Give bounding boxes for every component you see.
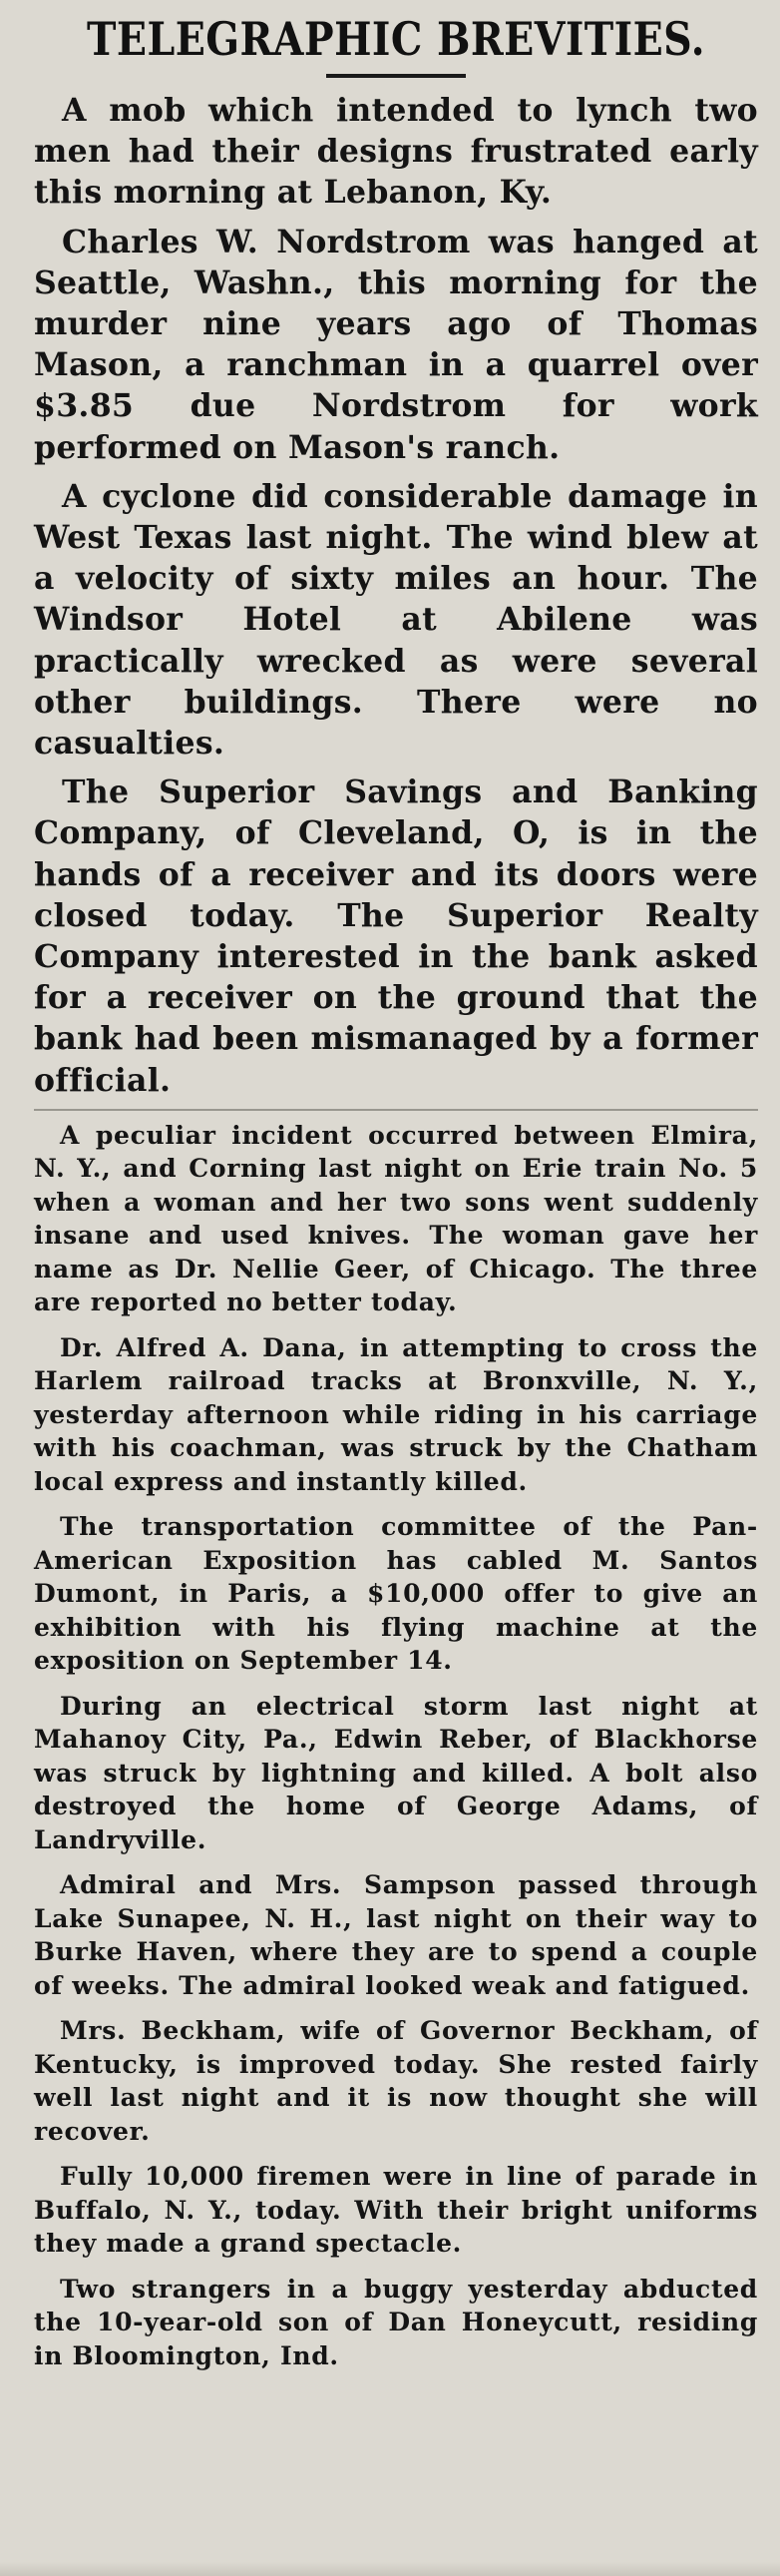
news-item-buggy-abduction: Two strangers in a buggy yesterday abducted the 10-year-old son of Dan Honeycutt, residing in Bloomington, Ind. — [34, 2274, 758, 2370]
news-item-superior-savings: The Superior Savings and Banking Company, of Cleveland, O, is in the hands of a receiver and its doors were closed today. The Superior Realty Company interested in the bank asked for a receiver on the ground that the bank had been mismanaged by a former official. — [34, 773, 758, 1099]
news-item-erie-train: A peculiar incident occurred between Elmira, N. Y., and Corning last night on Erie train No. 5 when a woman and her two sons went suddenly insane and used knives. The woman gave her name as Dr. Nellie Geer, of Chicago. The three are reported no better today. — [34, 1120, 758, 1317]
headline-rule — [326, 74, 466, 78]
news-item-lynch-mob: A mob which intended to lynch two men had their designs frustrated early this morning at Lebanon, Ky. — [34, 92, 758, 212]
news-item-cyclone: A cyclone did considerable damage in West Texas last night. The wind blew at a velocity of sixty miles an hour. The Windsor Hotel at Abilene was practically wrecked as were several other buildings. There were no casualties. — [34, 477, 758, 763]
section-divider — [34, 1109, 758, 1111]
news-item-santos-dumont: The transportation committee of the Pan-American Exposition has cabled M. Santos Dumont, in Paris, a $10,000 offer to give an exhibition with his flying machine at the exposition on September 14. — [34, 1512, 758, 1676]
news-item-firemen-parade: Fully 10,000 firemen were in line of parade in Buffalo, N. Y., today. With their bright uniforms they made a grand spectacle. — [34, 2162, 758, 2259]
news-item-electrical-storm: During an electrical storm last night at Mahanoy City, Pa., Edwin Reber, of Blackhorse was struck by lightning and killed. A bolt also destroyed the home of George Adams, of Landryville. — [34, 1691, 758, 1854]
page-edge — [0, 2562, 780, 2576]
news-item-dana-killed: Dr. Alfred A. Dana, in attempting to cross the Harlem railroad tracks at Bronxville, N. Y., yesterday afternoon while riding in his carriage with his coachman, was struck by the Chatham local express and instantly killed. — [34, 1332, 758, 1496]
news-item-admiral-sampson: Admiral and Mrs. Sampson passed through Lake Sunapee, N. H., last night on their way to Burke Haven, where they are to spend a couple of weeks. The admiral looked weak and fatigued. — [34, 1870, 758, 2000]
news-item-mrs-beckham: Mrs. Beckham, wife of Governor Beckham, of Kentucky, is improved today. She rested fairly well last night and it is now thought she will recover. — [34, 2016, 758, 2146]
headline: TELEGRAPHIC BREVITIES. — [87, 12, 705, 66]
news-item-nordstrom-hanged: Charles W. Nordstrom was hanged at Seattle, Washn., this morning for the murder nine years ago of Thomas Mason, a ranchman in a quarrel over $3.85 due Nordstrom for work performed on Mason's ranch. — [34, 223, 758, 466]
